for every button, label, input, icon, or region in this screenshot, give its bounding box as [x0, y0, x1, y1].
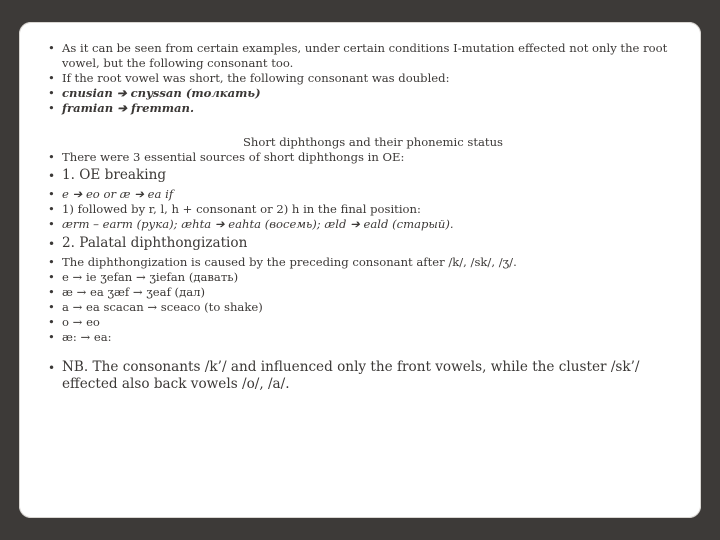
bullet-icon: • — [48, 217, 55, 231]
list-item-text: As it can be seen from certain examples, under certain conditions I-mutation effected not only the root vowel, but the following consonant too. — [62, 41, 668, 70]
bullet-icon: • — [48, 315, 55, 329]
list-item — [46, 300, 686, 315]
list-item-text: There were 3 essential sources of short diphthongs in OE: — [62, 150, 405, 164]
list-item — [46, 101, 686, 116]
list-item — [46, 285, 686, 300]
list-item — [46, 315, 686, 330]
bullet-icon: • — [48, 86, 55, 100]
bullet-icon: • — [48, 255, 55, 269]
bullet-list — [46, 41, 686, 393]
list-item-text: cnusian ➔ cnyssan (толкать) — [62, 86, 261, 100]
bullet-icon: • — [48, 202, 55, 216]
list-item — [46, 86, 686, 101]
list-item — [46, 235, 686, 252]
list-item — [46, 330, 686, 345]
list-item — [46, 217, 686, 232]
bullet-icon: • — [48, 237, 56, 251]
list-item-text: 1. OE breaking — [62, 167, 167, 183]
list-item-text: If the root vowel was short, the following consonant was doubled: — [62, 71, 450, 85]
list-item — [46, 270, 686, 285]
bullet-icon: • — [48, 330, 55, 344]
list-item-text: ærm – earm (рука); æhta ➔ eahta (восемь); æld ➔ eald (старый). — [62, 217, 454, 231]
bullet-icon: • — [48, 187, 55, 201]
list-item — [46, 41, 686, 71]
list-item-text: o → eo — [62, 315, 100, 329]
list-item-text: NB. The consonants /k’/ and influenced only the front vowels, while the cluster /sk’/ effected also back vowels /o/, /a/. — [62, 359, 640, 392]
slide-content-panel — [19, 22, 701, 518]
list-item-text: The diphthongization is caused by the preceding consonant after /k/, /sk/, /ʒ/. — [62, 255, 517, 269]
list-item — [46, 71, 686, 86]
list-item-text: framian ➔ fremman. — [62, 101, 194, 115]
bullet-icon: • — [48, 101, 55, 115]
list-item-text: e → ie ʒefan → ʒiefan (давать) — [62, 270, 239, 284]
list-item — [46, 202, 686, 217]
list-item-text: æ: → ea: — [62, 330, 112, 344]
list-item — [46, 255, 686, 270]
list-item-text: 1) followed by r, l, h + consonant or 2) h in the final position: — [62, 202, 421, 216]
section-heading: Short diphthongs and their phonemic status — [242, 135, 503, 149]
list-item-text: æ → ea ʒæf → ʒeaf (дал) — [62, 285, 206, 299]
list-item — [46, 150, 686, 165]
list-item — [46, 187, 686, 202]
list-item-text: e ➔ eo or æ ➔ ea if — [62, 187, 174, 201]
bullet-icon: • — [48, 71, 55, 85]
list-item — [46, 359, 686, 393]
bullet-icon: • — [48, 361, 56, 375]
bullet-icon: • — [48, 150, 55, 164]
list-item — [46, 167, 686, 184]
list-item-text: a → ea scacan → sceaco (to shake) — [62, 300, 263, 314]
bullet-icon: • — [48, 285, 55, 299]
bullet-icon: • — [48, 300, 55, 314]
bullet-icon: • — [48, 169, 56, 183]
list-item-text: 2. Palatal diphthongization — [62, 235, 248, 251]
bullet-icon: • — [48, 41, 55, 55]
bullet-icon: • — [48, 270, 55, 284]
